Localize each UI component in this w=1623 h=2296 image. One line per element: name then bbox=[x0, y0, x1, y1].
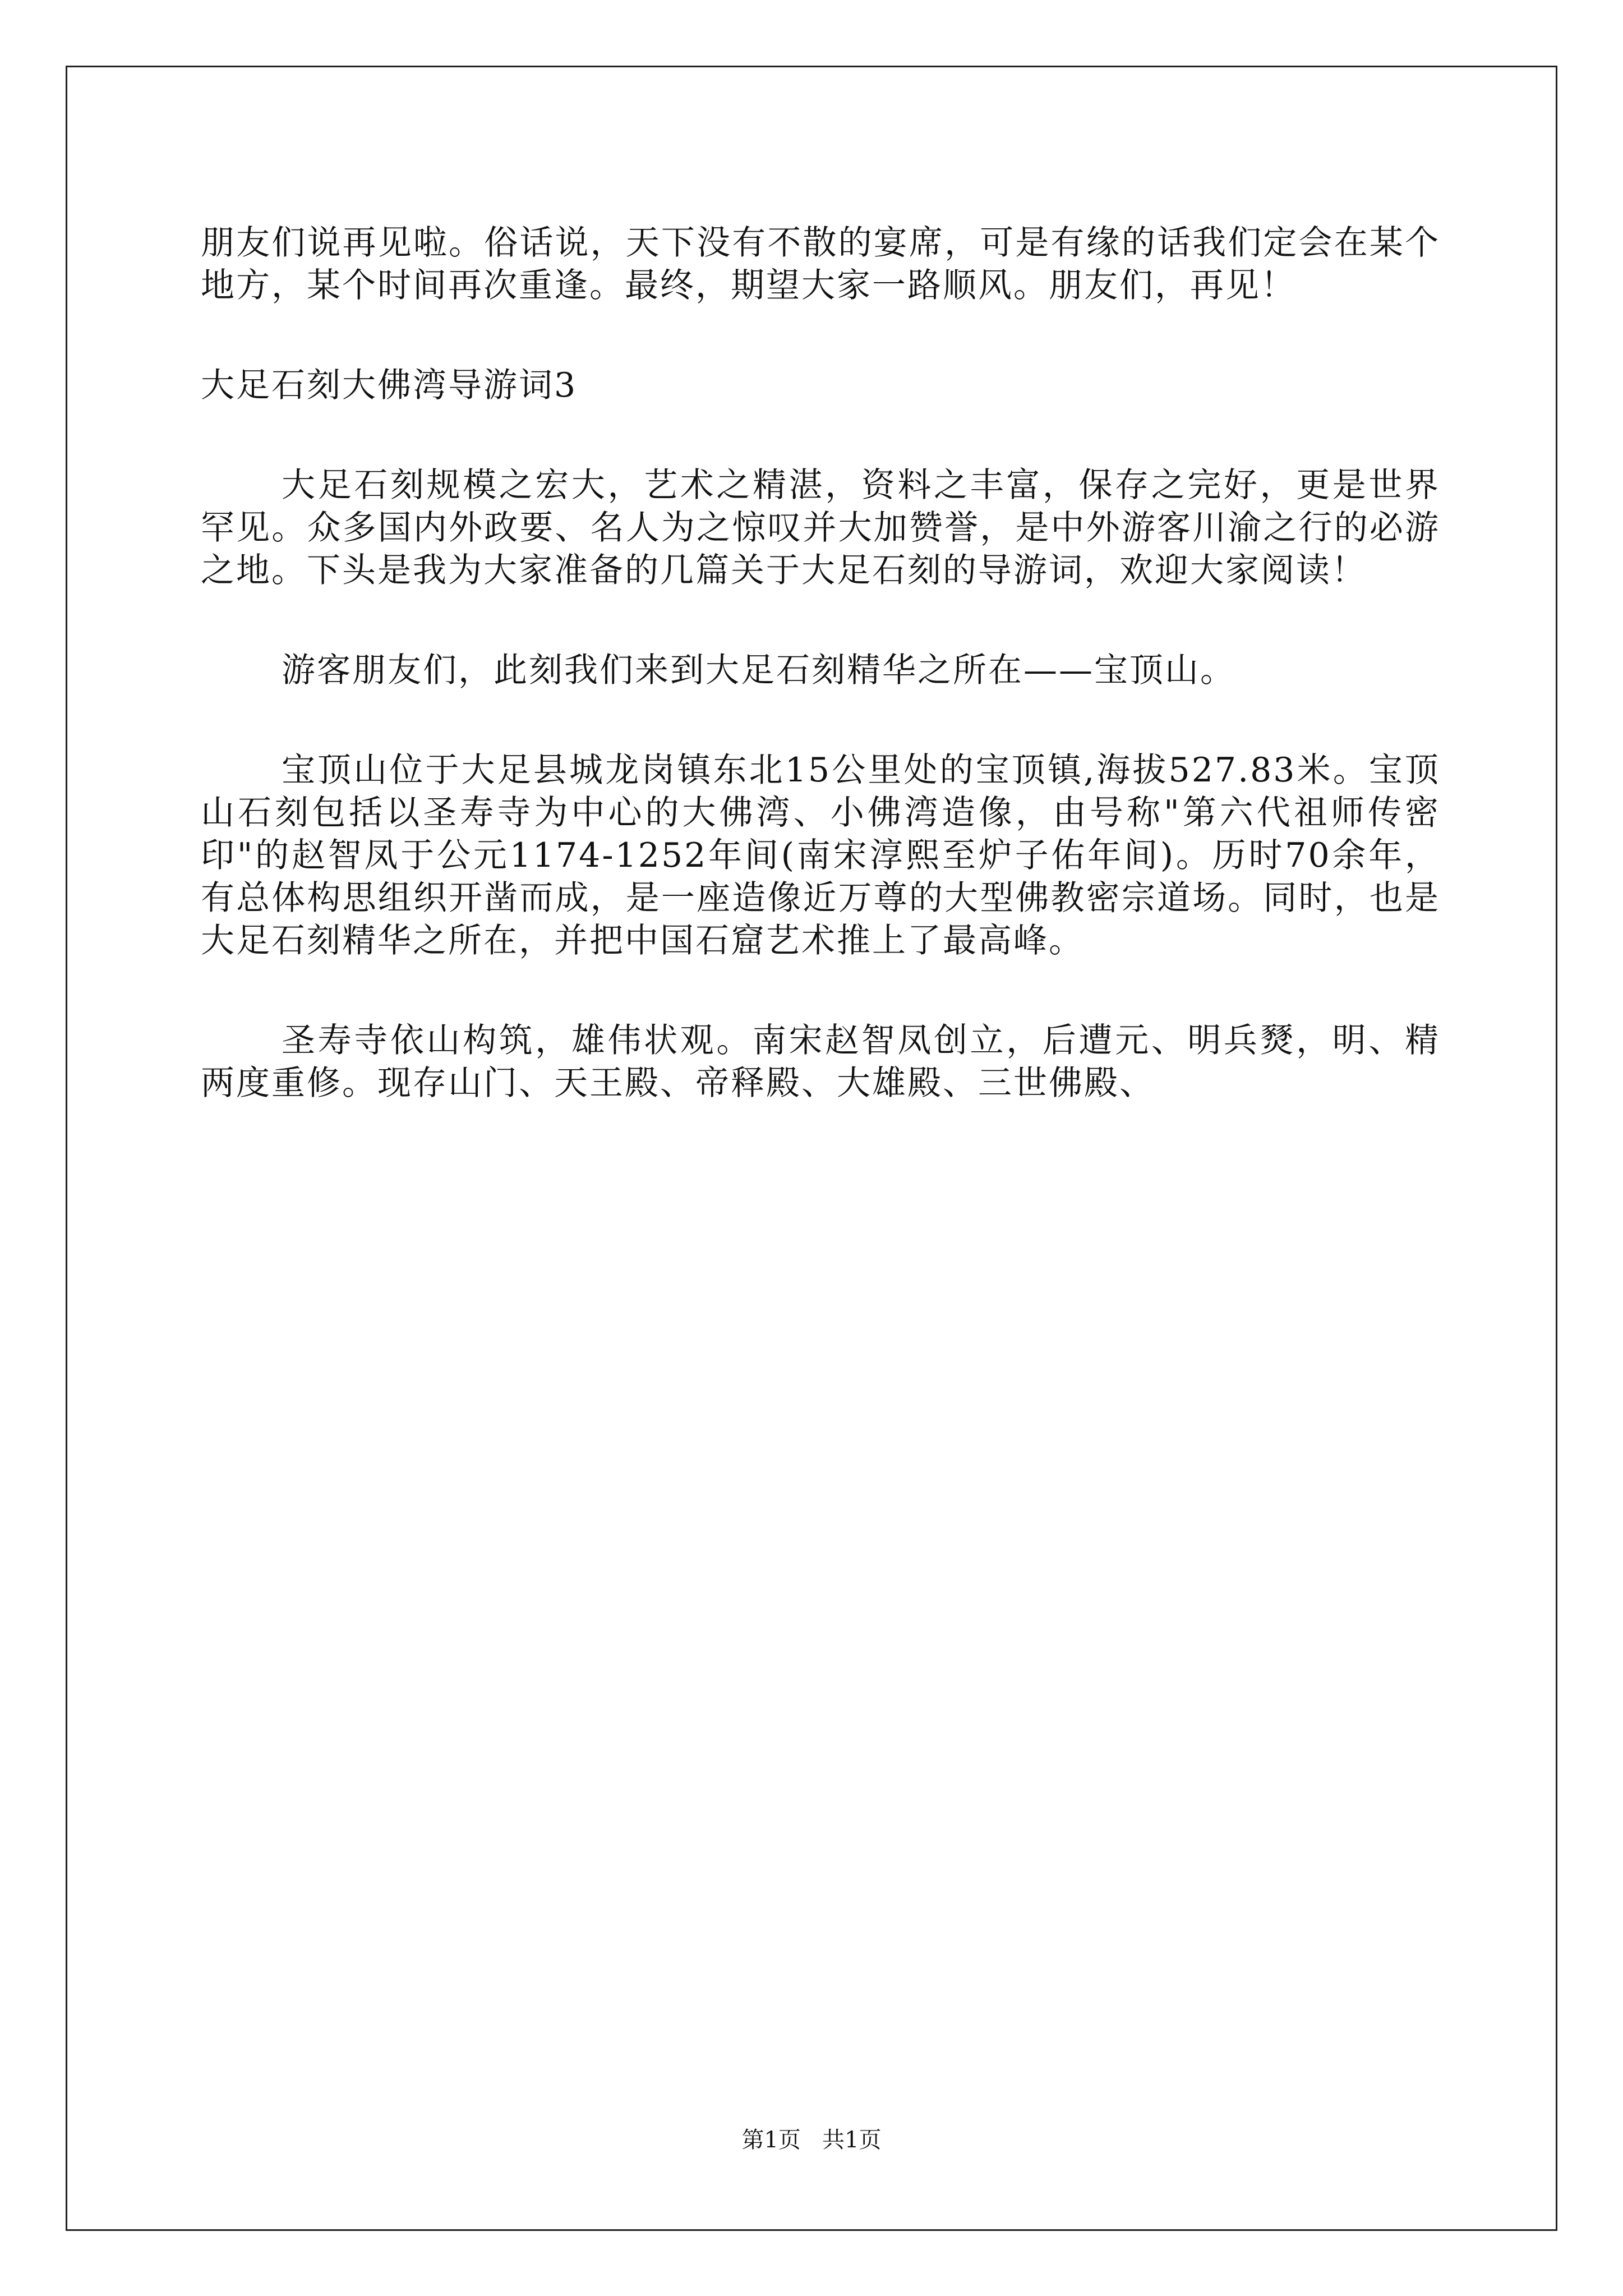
paragraph-intro: 大足石刻规模之宏大，艺术之精湛，资料之丰富，保存之完好，更是世界罕见。众多国内外政要、名人为之惊叹并大加赞誉，是中外游客川渝之行的必游之地。下头是我为大家准备的几篇关于大足石刻的导游词，欢迎大家阅读！ bbox=[201, 466, 1440, 590]
paragraph-arrival: 游客朋友们，此刻我们来到大足石刻精华之所在——宝顶山。 bbox=[282, 651, 1235, 690]
paragraph-shengshou-temple: 圣寿寺依山构筑，雄伟状观。南宋赵智凤创立，后遭元、明兵燹，明、精两度重修。现存山门、天王殿、帝释殿、大雄殿、三世佛殿、 bbox=[201, 1021, 1440, 1103]
section-heading: 大足石刻大佛湾导游词3 bbox=[201, 366, 578, 405]
paragraph-farewell: 朋友们说再见啦。俗话说，天下没有不散的宴席，可是有缘的话我们定会在某个地方，某个时间再次重逢。最终，期望大家一路顺风。朋友们，再见！ bbox=[201, 223, 1440, 305]
document-body bbox=[201, 222, 1440, 1162]
paragraph-baodingshan: 宝顶山位于大足县城龙岗镇东北15公里处的宝顶镇,海拔527.83米。宝顶山石刻包括以圣寿寺为中心的大佛湾、小佛湾造像，由号称"第六代祖师传密印"的赵智凤于公元1174-1252年间(南宋淳熙至炉子佑年间)。历时70余年，有总体构思组织开凿而成，是一座造像近万尊的大型佛教密宗道场。同时，也是大足石刻精华之所在，并把中国石窟艺术推上了最高峰。 bbox=[201, 751, 1440, 960]
page-footer: 第1页 共1页 bbox=[741, 2127, 882, 2153]
